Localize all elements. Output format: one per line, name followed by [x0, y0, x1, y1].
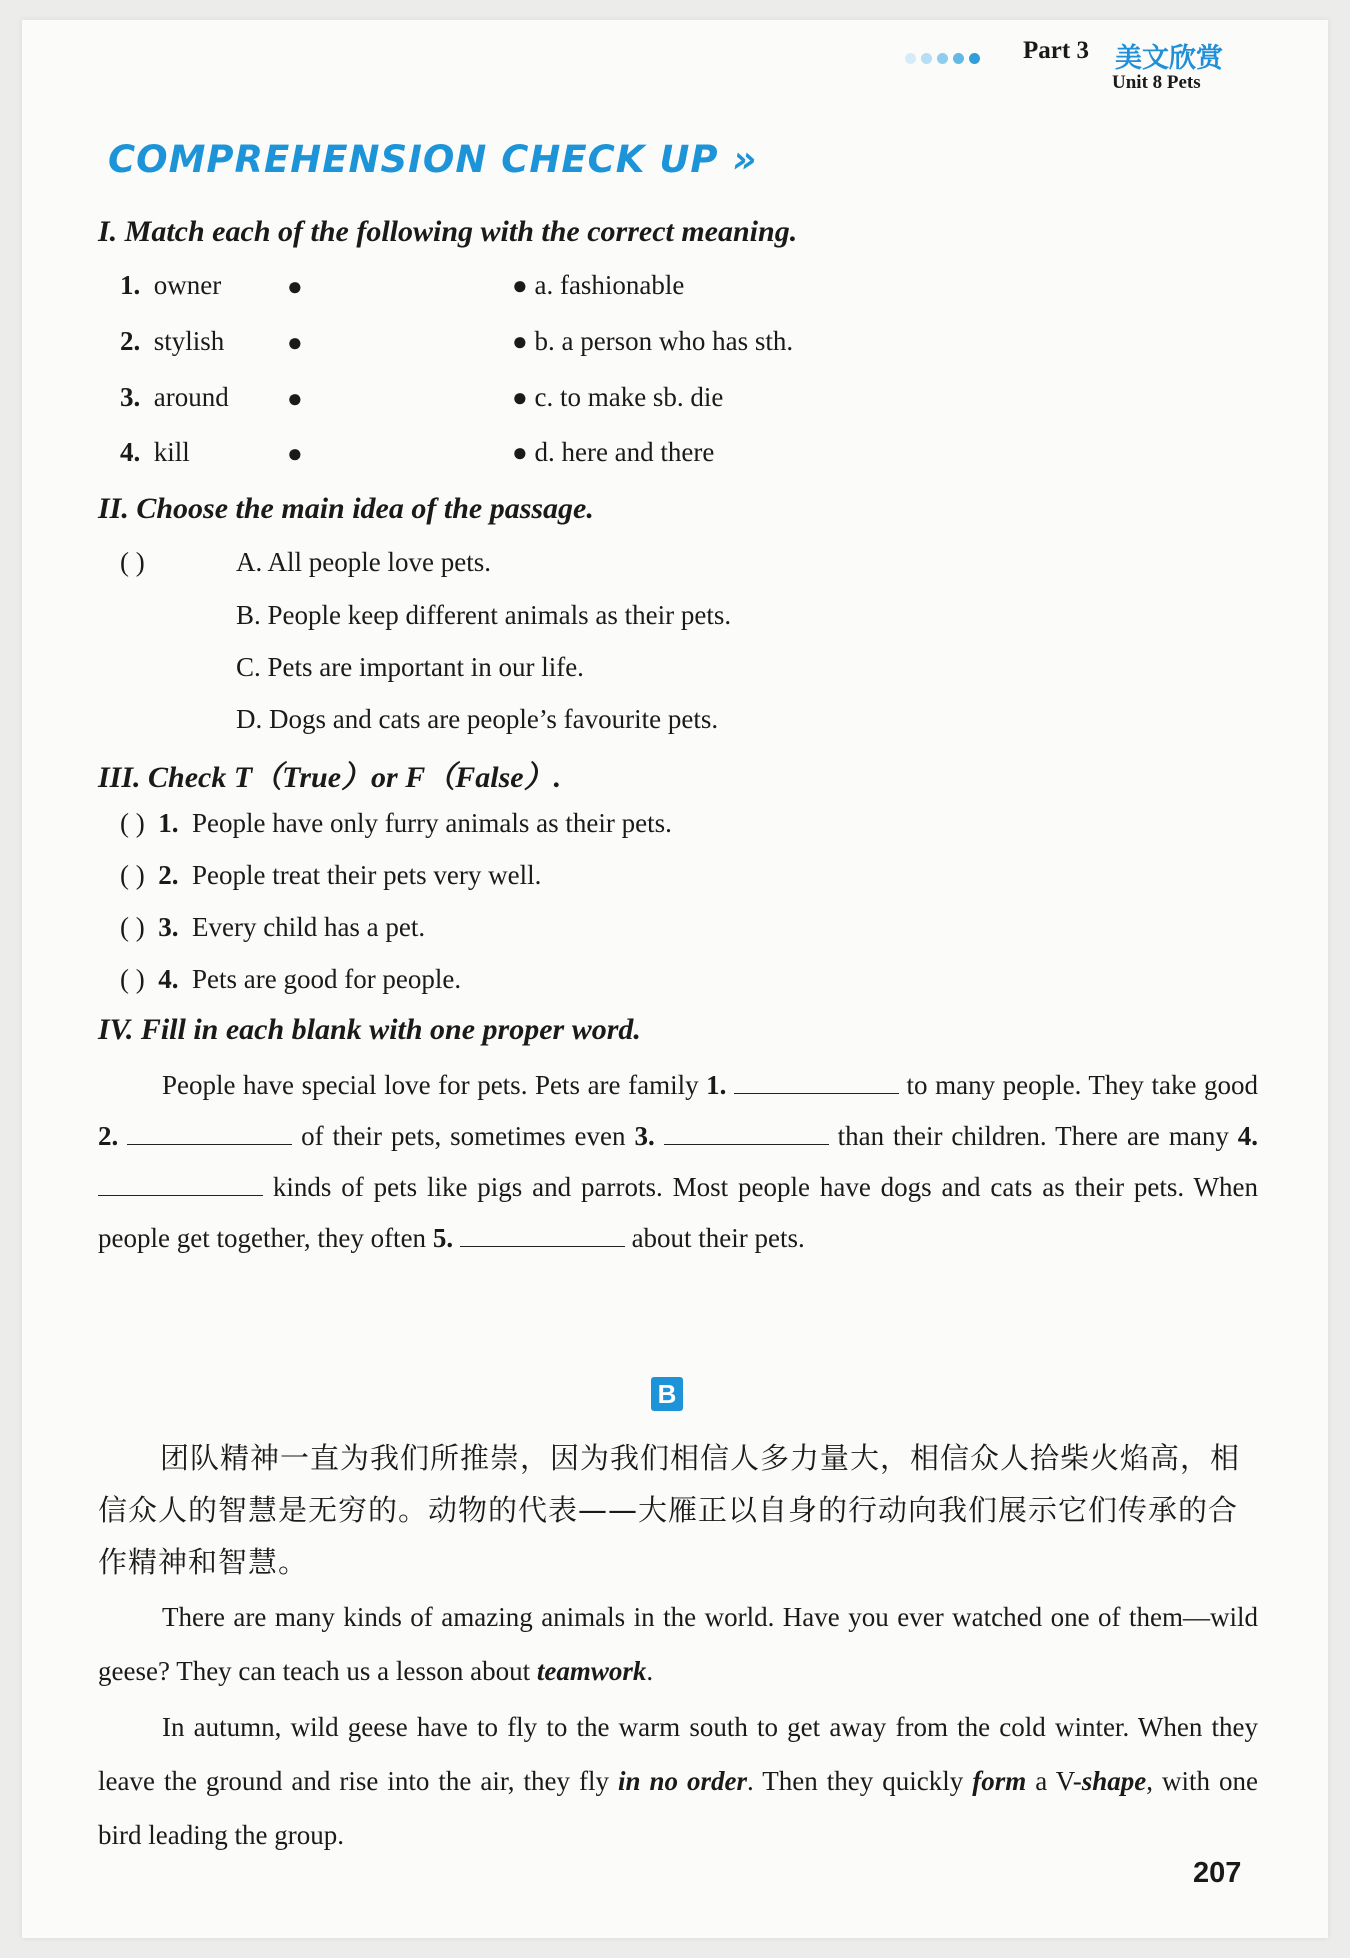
match-right-d: ● d. here and there	[512, 437, 715, 467]
passage-paragraph-1: There are many kinds of amazing animals in the world. Have you ever watched one of them—wild geese? They can teach us a lesson about teamwork.	[98, 1602, 1258, 1686]
match-left-1: 1. owner	[120, 270, 222, 300]
match-dot-left-3[interactable]: ●	[287, 384, 303, 413]
section1-heading: I. Match each of the following with the correct meaning.	[98, 215, 798, 248]
match-dot-right-a[interactable]: ●	[512, 271, 528, 300]
option-d: D. Dogs and cats are people’s favourite pets.	[236, 704, 719, 734]
blank-4[interactable]	[98, 1175, 263, 1196]
blank-1[interactable]	[734, 1073, 899, 1094]
keyword-teamwork: teamwork	[536, 1656, 647, 1686]
match-left-4: 4. kill	[120, 437, 190, 467]
comprehension-title: COMPREHENSION CHECK UP »	[108, 138, 758, 181]
match-right-a: ● a. fashionable	[512, 270, 685, 300]
match-dot-left-2[interactable]: ●	[287, 328, 303, 357]
tf-paren-3[interactable]: ( )	[120, 912, 145, 942]
blank-3[interactable]	[664, 1124, 829, 1145]
tf-item-3: ( ) 3. Every child has a pet.	[120, 912, 426, 942]
blank-5[interactable]	[460, 1226, 625, 1247]
option-a: A. All people love pets.	[236, 547, 491, 577]
match-dot-left-4[interactable]: ●	[287, 439, 303, 468]
fill-blank-paragraph: People have special love for pets. Pets are family 1. to many people. They take good 2. of their pets, sometimes even 3. than their children. There are many 4. kinds of pets like pigs and parrots. Most people have dogs and cats as their pets. When people get together, they often 5. about their pets.	[98, 1070, 1259, 1253]
option-b: B. People keep different animals as their pets.	[236, 600, 732, 630]
keyword-in-no-order: in no order	[617, 1766, 748, 1796]
section4-heading: IV. Fill in each blank with one proper word.	[98, 1013, 641, 1046]
header-unit: Unit 8 Pets	[1112, 72, 1201, 93]
match-right-b: ● b. a person who has sth.	[512, 326, 794, 356]
match-left-3: 3. around	[120, 382, 229, 412]
tf-paren-4[interactable]: ( )	[120, 964, 145, 994]
tf-item-2: ( ) 2. People treat their pets very well.	[120, 860, 542, 890]
section3-heading: III. Check T（True）or F（False）.	[98, 761, 562, 794]
keyword-form: form	[972, 1766, 1027, 1796]
header-part-cn: 美文欣赏	[1115, 43, 1223, 74]
chinese-intro: 团队精神一直为我们所推崇，因为我们相信人多力量大，相信众人拾柴火焰高，相信众人的智慧是无穷的。动物的代表——大雁正以自身的行动向我们展示它们传承的合作精神和智慧。	[98, 1441, 1241, 1579]
tf-item-1: ( ) 1. People have only furry animals as their pets.	[120, 808, 672, 838]
match-dot-right-c[interactable]: ●	[512, 383, 528, 412]
header-part: Part 3	[1023, 37, 1089, 64]
passage-paragraph-2: In autumn, wild geese have to fly to the warm south to get away from the cold winter. When they leave the ground and rise into the air, they fly in no order. Then they quickly form a V-shape, with one bird leading the group.	[98, 1712, 1258, 1850]
keyword-shape: shape	[1081, 1766, 1147, 1796]
match-right-c: ● c. to make sb. die	[512, 382, 724, 412]
page-number: 207	[1193, 1857, 1242, 1889]
match-dot-right-b[interactable]: ●	[512, 327, 528, 356]
option-c: C. Pets are important in our life.	[236, 652, 584, 682]
blank-2[interactable]	[127, 1124, 292, 1145]
section-b-badge: B	[651, 1377, 683, 1411]
header-dots	[905, 47, 985, 67]
section2-heading: II. Choose the main idea of the passage.	[98, 492, 594, 525]
match-left-2: 2. stylish	[120, 326, 225, 356]
match-dot-right-d[interactable]: ●	[512, 438, 528, 467]
tf-item-4: ( ) 4. Pets are good for people.	[120, 964, 462, 994]
match-dot-left-1[interactable]: ●	[287, 272, 303, 301]
answer-paren[interactable]: ( )	[120, 547, 145, 577]
tf-paren-1[interactable]: ( )	[120, 808, 145, 838]
tf-paren-2[interactable]: ( )	[120, 860, 145, 890]
